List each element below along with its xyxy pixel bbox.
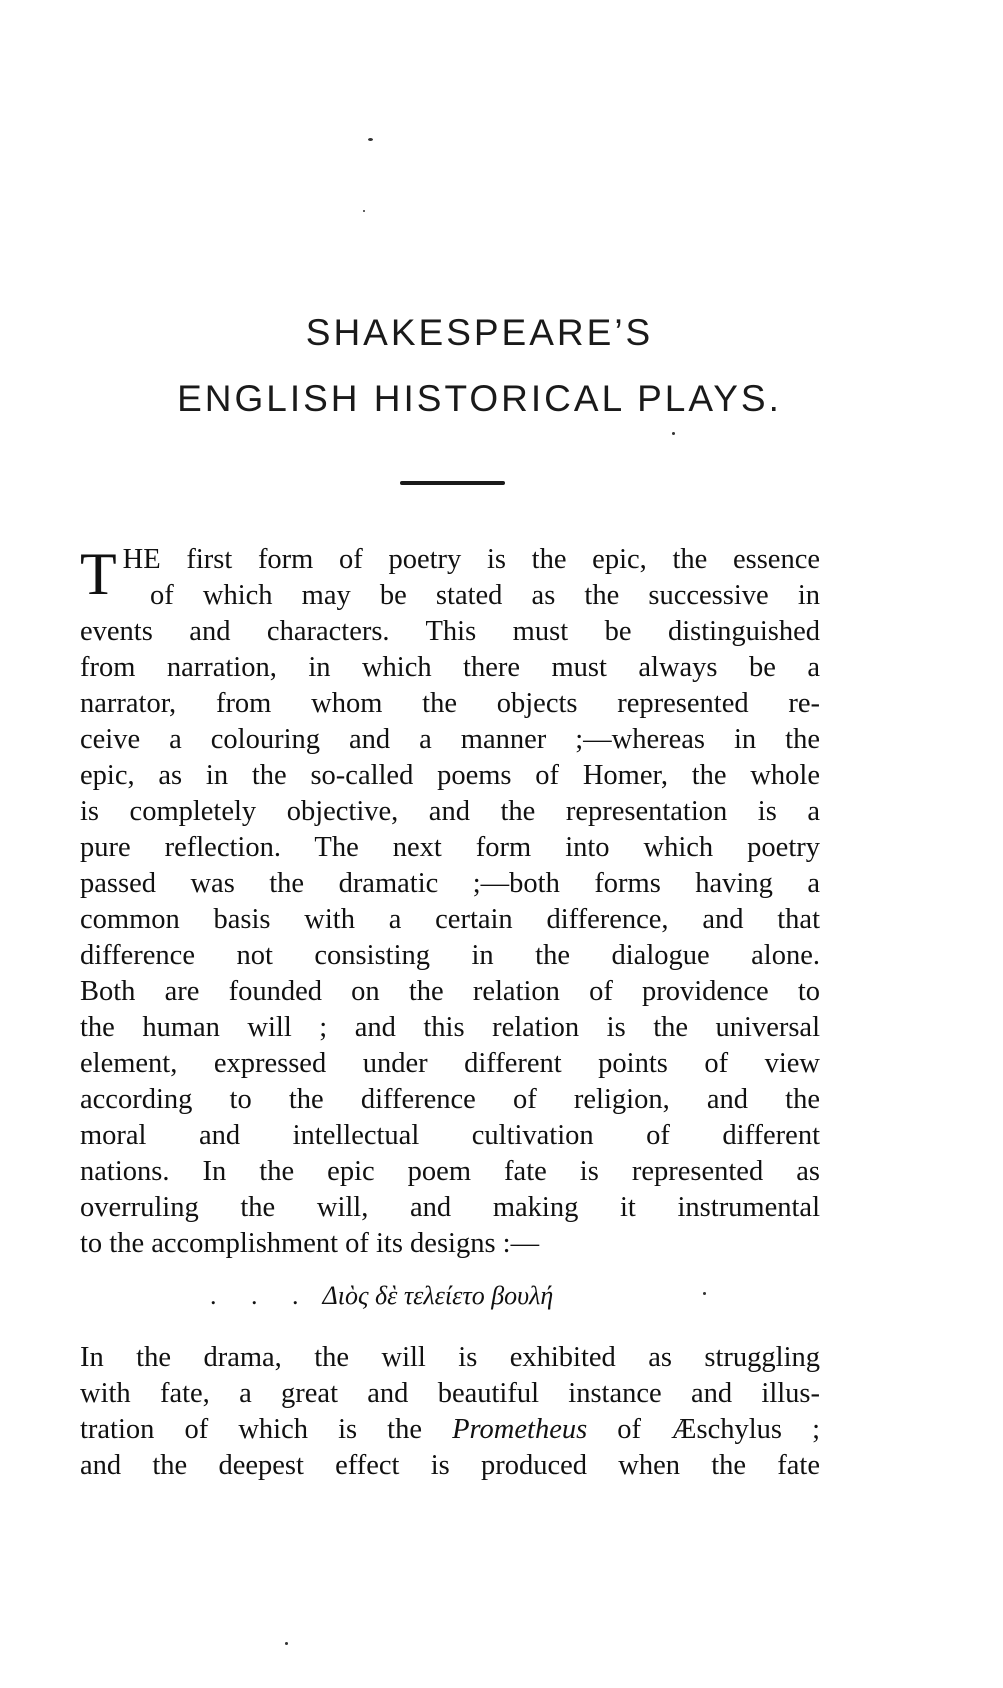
greek-text: Διὸς δὲ τελείετο βουλή	[322, 1281, 554, 1310]
text-line: of which may be stated as the successive in	[150, 580, 820, 611]
text-line: events and characters. This must be distinguished	[80, 616, 820, 647]
text-fragment: tration of which is the	[80, 1414, 453, 1445]
text-line: HE first form of poetry is the epic, the essence	[122, 544, 820, 575]
text-line: element, expressed under different points of view	[80, 1048, 820, 1079]
text-line: according to the difference of religion, and the	[80, 1084, 820, 1115]
text-line: ceive a colouring and a manner ;—whereas in the	[80, 724, 820, 755]
text-line: epic, as in the so-called poems of Homer, the whole	[80, 760, 820, 791]
ink-speck	[672, 432, 675, 435]
text-line: moral and intellectual cultivation of different	[80, 1120, 820, 1151]
page-title-line-2: ENGLISH HISTORICAL PLAYS.	[177, 378, 782, 419]
text-line-with-title	[80, 1412, 820, 1448]
text-line: with fate, a great and beautiful instance and illus-	[80, 1378, 820, 1409]
text-line: passed was the dramatic ;—both forms having a	[80, 868, 820, 899]
text-line: In the drama, the will is exhibited as struggling	[80, 1342, 820, 1373]
text-line: to the accomplishment of its designs :—	[80, 1228, 540, 1259]
text-line: and the deepest effect is produced when the fate	[80, 1450, 820, 1481]
text-line: narrator, from whom the objects represented re-	[80, 688, 820, 719]
greek-quotation	[210, 1281, 553, 1311]
text-line: overruling the will, and making it instrumental	[80, 1192, 820, 1223]
ink-speck	[363, 210, 365, 212]
text-line: Both are founded on the relation of providence to	[80, 976, 820, 1007]
title-divider	[400, 481, 505, 485]
paragraph-epic-and-drama	[80, 542, 820, 1262]
text-line: the human will ; and this relation is the universal	[80, 1012, 820, 1043]
text-line: common basis with a certain difference, and that	[80, 904, 820, 935]
ink-speck	[368, 138, 373, 141]
text-line: from narration, in which there must always be a	[80, 652, 820, 683]
work-title: Prometheus	[452, 1414, 588, 1445]
ellipsis: . . .	[210, 1281, 313, 1310]
drop-cap: T	[80, 541, 117, 607]
ink-speck	[703, 1292, 706, 1295]
text-line: nations. In the epic poem fate is represented as	[80, 1156, 820, 1187]
page-title-line-1: SHAKESPEARE’S	[305, 312, 654, 353]
text-line: difference not consisting in the dialogue alone.	[80, 940, 820, 971]
ink-speck	[285, 1642, 288, 1645]
text-line: pure reflection. The next form into which poetry	[80, 832, 820, 863]
text-fragment: of Æschylus ;	[587, 1414, 820, 1445]
paragraph-drama	[80, 1340, 820, 1484]
text-line: is completely objective, and the representation is a	[80, 796, 820, 827]
